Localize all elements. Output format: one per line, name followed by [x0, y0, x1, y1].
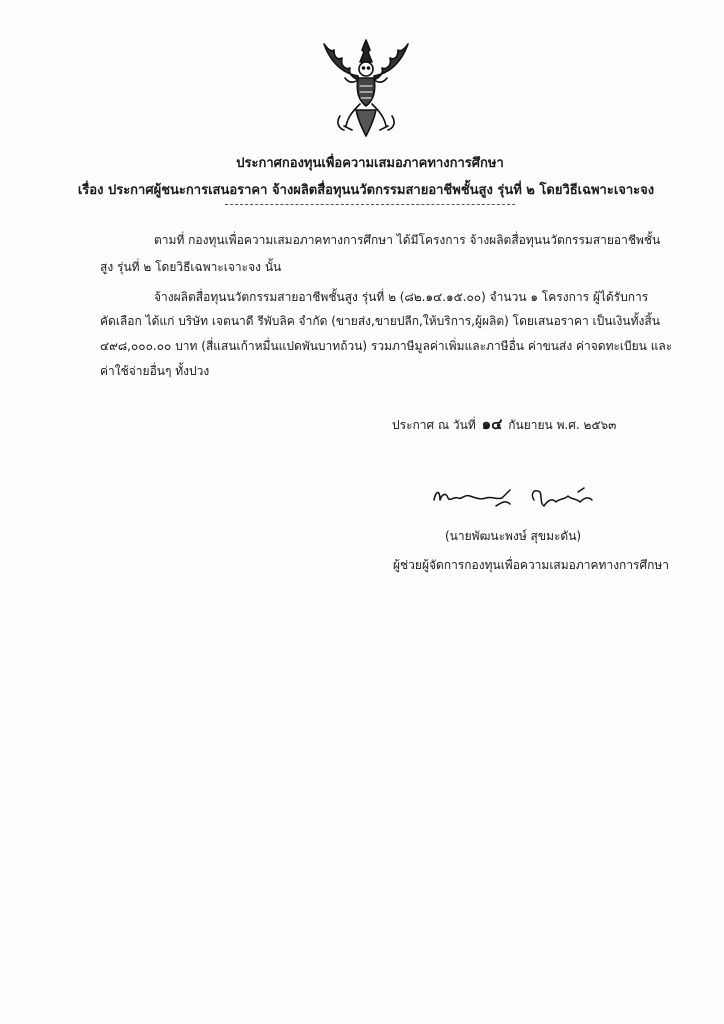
- paragraph-2-line-2: คัดเลือก ได้แก่ บริษัท เจตนาดี รีพับลิค จำกัด (ขายส่ง,ขายปลีก,ให้บริการ,ผู้ผลิต) โดยเสนอราคา เป็นเงินทั้งสิ้น: [100, 314, 660, 328]
- date-prefix: ประกาศ ณ วันที่: [392, 418, 476, 432]
- paragraph-1-line-1: ตามที่ กองทุนเพื่อความเสมอภาคทางการศึกษา ได้มีโครงการ จ้างผลิตสื่อทุนนวัตกรรมสายอาชีพชั้น: [154, 233, 661, 247]
- signatory-name: (นายพัฒนะพงษ์ สุขมะดัน): [445, 529, 582, 543]
- date-day: ๑๔: [481, 415, 503, 433]
- date-month-year: กันยายน พ.ศ. ๒๕๖๓: [508, 418, 617, 432]
- garuda-emblem-icon: [318, 36, 414, 140]
- paragraph-2-line-1: จ้างผลิตสื่อทุนนวัตกรรมสายอาชีพชั้นสูง รุ่นที่ ๒ (๘๒.๑๔.๑๕.๐๐) จำนวน ๑ โครงการ ผู้ได้รับการ: [154, 290, 649, 304]
- document-subject: เรื่อง ประกาศผู้ชนะการเสนอราคา จ้างผลิตสื่อทุนนวัตกรรมสายอาชีพชั้นสูง รุ่นที่ ๒ โดยวิธีเฉพาะเจาะจง: [77, 183, 655, 198]
- paragraph-1-line-2: สูง รุ่นที่ ๒ โดยวิธีเฉพาะเจาะจง นั้น: [100, 260, 282, 274]
- paragraph-2-line-4: ค่าใช้จ่ายอื่นๆ ทั้งปวง: [100, 364, 210, 378]
- announcement-date: [392, 416, 616, 433]
- signatory-position: ผู้ช่วยผู้จัดการกองทุนเพื่อความเสมอภาคทางการศึกษา: [393, 558, 670, 572]
- paragraph-2-line-3: ๔๙๘,๐๐๐.๐๐ บาท (สี่แสนเก้าหมื่นแปดพันบาทถ้วน) รวมภาษีมูลค่าเพิ่มและภาษีอื่น ค่าขนส่ง ค่าจดทะเบียน และ: [100, 339, 673, 353]
- signature-image: [430, 478, 600, 514]
- title-divider: [225, 204, 515, 205]
- document-title: ประกาศกองทุนเพื่อความเสมอภาคทางการศึกษา: [236, 156, 504, 171]
